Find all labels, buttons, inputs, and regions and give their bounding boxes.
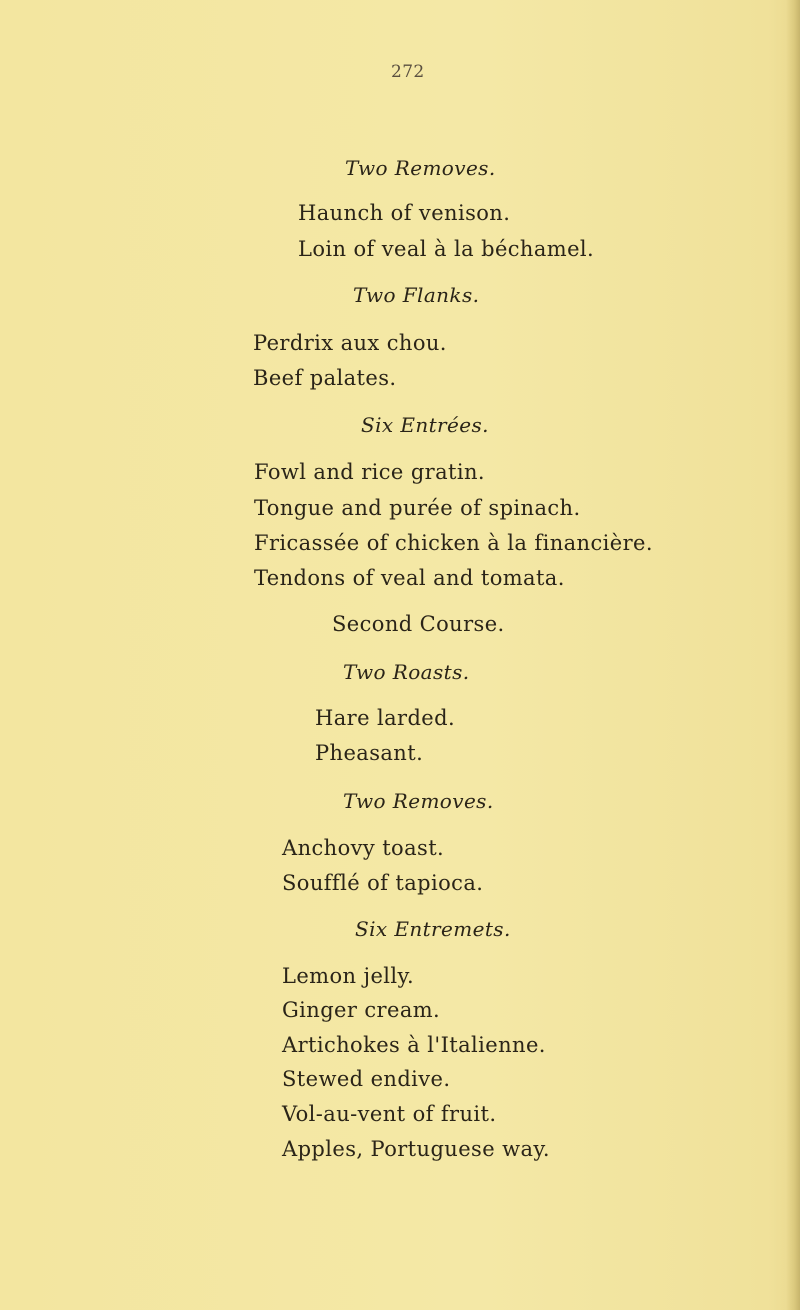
menu-item: Ginger cream. [282,998,441,1022]
menu-item: Soufflé of tapioca. [282,871,484,895]
menu-item: Tongue and purée of spinach. [254,496,581,520]
second-course-title: Second Course. [332,612,505,636]
section-heading-two-removes: Two Removes. [345,156,496,180]
section-heading-two-flanks: Two Flanks. [353,283,480,307]
section-heading-six-entrees: Six Entrées. [361,413,489,437]
menu-item: Stewed endive. [282,1067,451,1091]
menu-item: Hare larded. [315,706,456,730]
menu-item: Apples, Portuguese way. [282,1137,550,1161]
menu-item: Lemon jelly. [282,964,415,988]
menu-item: Fowl and rice gratin. [254,460,485,484]
menu-item: Pheasant. [315,741,424,765]
menu-item: Fricassée of chicken à la financière. [254,531,653,555]
menu-item: Perdrix aux chou. [253,331,447,355]
page-edge-shadow [786,0,800,1310]
section-heading-six-entremets: Six Entremets. [355,917,511,941]
section-heading-two-roasts: Two Roasts. [343,660,470,684]
menu-item: Beef palates. [253,366,397,390]
section-heading-two-removes: Two Removes. [343,789,494,813]
menu-item: Tendons of veal and tomata. [254,566,565,590]
menu-item: Anchovy toast. [282,836,445,860]
menu-item: Artichokes à l'Italienne. [282,1033,546,1057]
menu-item: Loin of veal à la béchamel. [298,237,595,261]
menu-item: Haunch of venison. [298,201,511,225]
page-number: 272 [391,62,425,82]
menu-item: Vol-au-vent of fruit. [282,1102,497,1126]
